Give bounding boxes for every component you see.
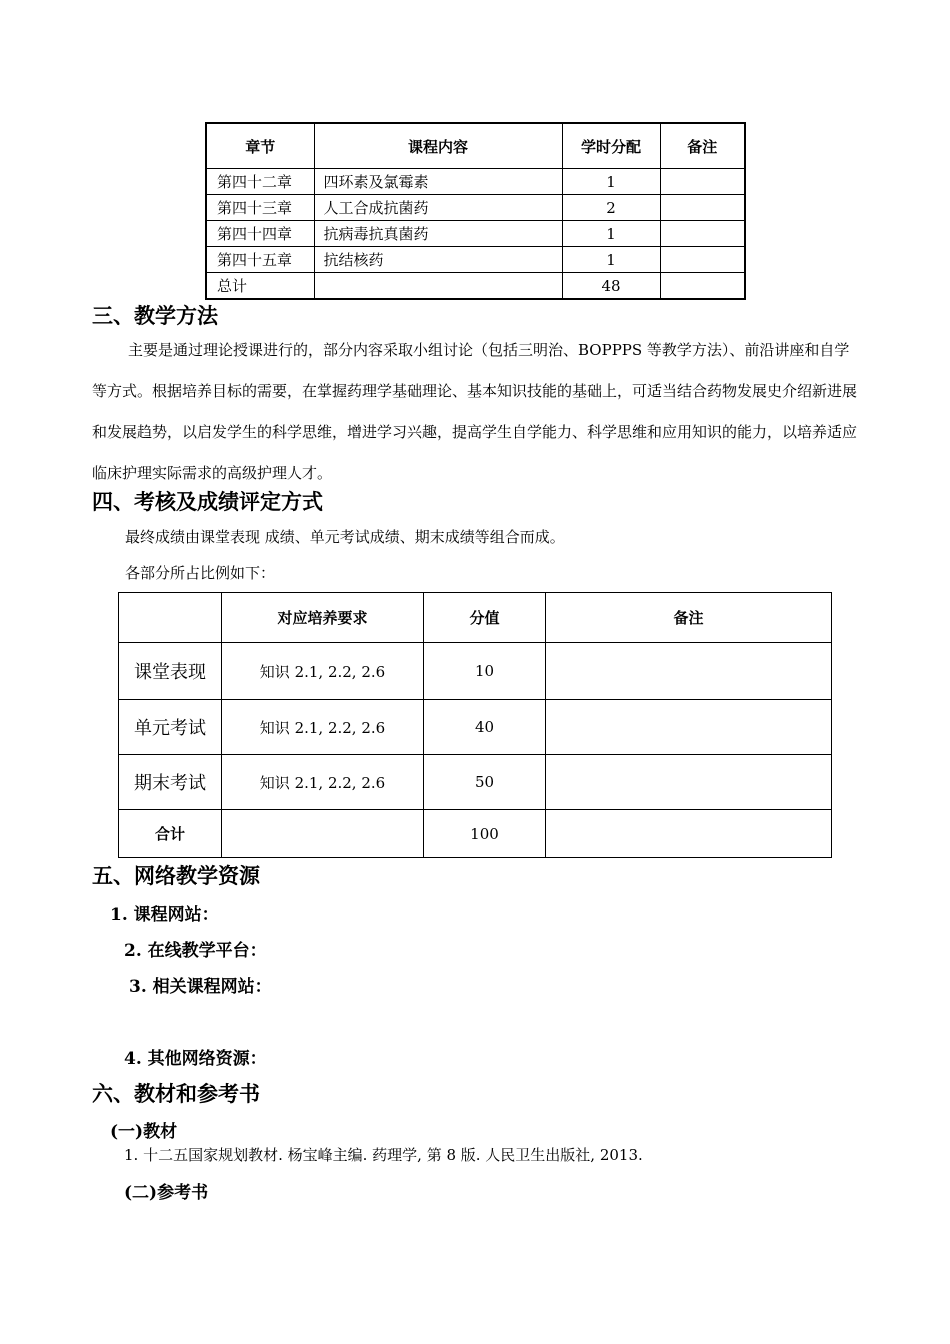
grading-proportion-intro: 各部分所占比例如下： [125,564,276,582]
table-row [206,195,745,221]
chapter-cell: 第四十二章 [206,169,314,195]
resource-course-website: 1. 课程网站： [110,905,219,925]
note-cell [660,169,745,195]
requirement-cell: 知识 2.1, 2.2, 2.6 [222,755,424,810]
header-note: 备注 [660,123,745,169]
content-cell: 四环素及氯霉素 [314,169,562,195]
teaching-method-paragraph: 主要是通过理论授课进行的，部分内容采取小组讨论（包括三明治、BOPPPS 等教学方法）、前沿讲座和自学等方式。根据培养目标的需要，在掌握药理学基础理论、基本知识技能的基础上，可适当结合药物发展史介绍新进展和发展趋势，以启发学生的科学思维，增进学习兴趣，提高学生自学能力、科学思维和应用知识的能力，以培养适应临床护理实际需求的高级护理人才。 [92,341,858,482]
chapter-cell: 第四十四章 [206,221,314,247]
note-cell [660,221,745,247]
reference-heading: (二)参考书 [124,1183,209,1203]
content-cell: 抗结核药 [314,247,562,273]
section-3-title: 三、教学方法 [92,303,218,328]
item-cell: 期末考试 [119,755,222,810]
note-cell [660,195,745,221]
hours-cell: 2 [562,195,660,221]
chapter-cell: 第四十五章 [206,247,314,273]
section-6-title: 六、教材和参考书 [92,1081,260,1106]
section-5-title: 五、网络教学资源 [92,863,260,888]
note-cell [546,810,832,858]
hours-cell: 1 [562,169,660,195]
content-cell [314,273,562,300]
score-cell: 10 [424,643,546,700]
resource-other: 4. 其他网络资源： [124,1049,267,1069]
total-hours-cell: 48 [562,273,660,300]
header-requirement: 对应培养要求 [222,593,424,643]
requirement-cell: 知识 2.1, 2.2, 2.6 [222,643,424,700]
header-score: 分值 [424,593,546,643]
score-cell: 50 [424,755,546,810]
note-cell [660,247,745,273]
table-row [119,700,832,755]
grading-description: 最终成绩由课堂表现 成绩、单元考试成绩、期末成绩等组合而成。 [125,528,565,546]
resource-related-websites: 3. 相关课程网站： [129,977,272,997]
chapter-cell: 第四十三章 [206,195,314,221]
table-header-row [206,123,745,169]
table-row [206,169,745,195]
total-label-cell: 总计 [206,273,314,300]
schedule-table [205,122,746,300]
header-item [119,593,222,643]
score-cell: 40 [424,700,546,755]
table-total-row [119,810,832,858]
header-note: 备注 [546,593,832,643]
textbook-item: 1. 十二五国家规划教材. 杨宝峰主编. 药理学, 第 8 版. 人民卫生出版社, 2013. [124,1146,643,1164]
note-cell [660,273,745,300]
total-score-cell: 100 [424,810,546,858]
table-header-row [119,593,832,643]
table-total-row [206,273,745,300]
requirement-cell [222,810,424,858]
hours-cell: 1 [562,221,660,247]
hours-cell: 1 [562,247,660,273]
requirement-cell: 知识 2.1, 2.2, 2.6 [222,700,424,755]
header-chapter: 章节 [206,123,314,169]
section-4-title: 四、考核及成绩评定方式 [92,489,323,514]
note-cell [546,643,832,700]
assessment-table [118,592,832,858]
resource-online-platform: 2. 在线教学平台： [124,941,267,961]
content-cell: 抗病毒抗真菌药 [314,221,562,247]
table-row [119,755,832,810]
item-cell: 单元考试 [119,700,222,755]
content-cell: 人工合成抗菌药 [314,195,562,221]
total-label-cell: 合计 [119,810,222,858]
item-cell: 课堂表现 [119,643,222,700]
textbook-heading: (一)教材 [110,1122,178,1142]
table-row [119,643,832,700]
header-content: 课程内容 [314,123,562,169]
table-row [206,247,745,273]
header-hours: 学时分配 [562,123,660,169]
note-cell [546,755,832,810]
table-row [206,221,745,247]
note-cell [546,700,832,755]
